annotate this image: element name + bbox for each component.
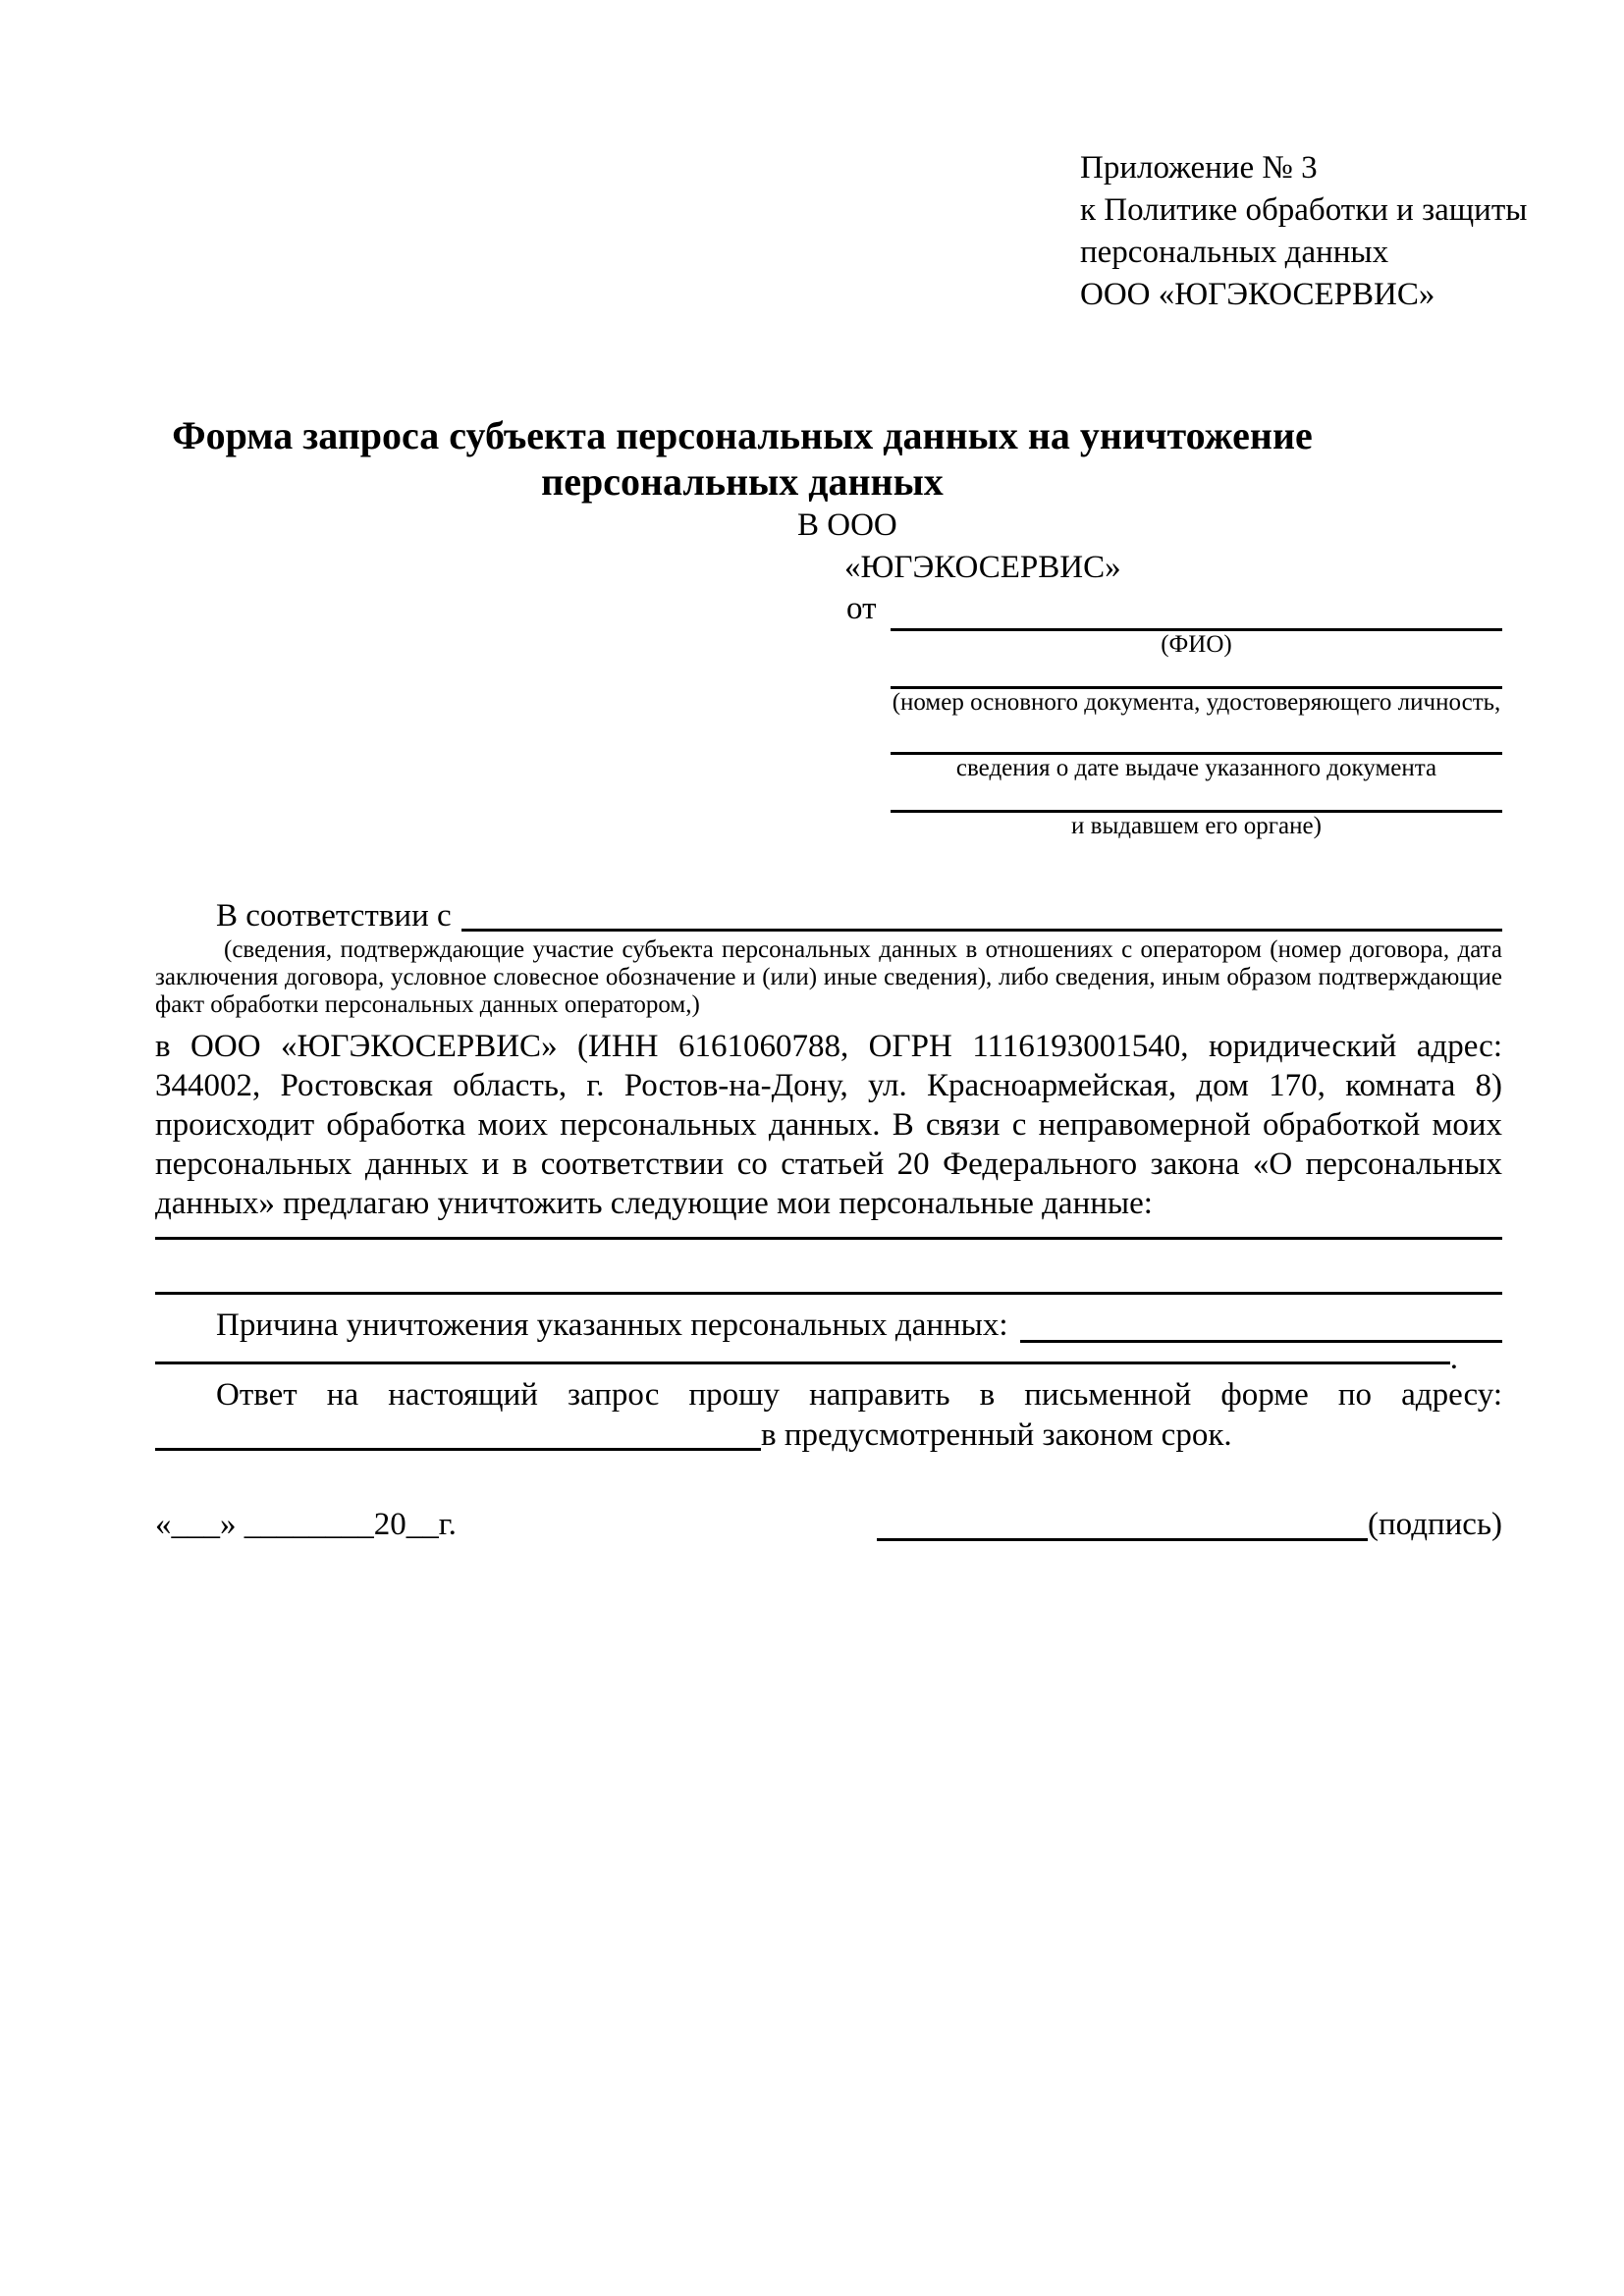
appendix-header (1080, 147, 1528, 316)
doc-number-field-caption: (номер основного документа, удостоверяющего личность, (892, 689, 1501, 716)
accordance-row (155, 895, 1502, 936)
addressee-org-name: «ЮГЭКОСЕРВИС» (844, 550, 1121, 585)
accordance-blank-line (461, 929, 1502, 932)
fio-field-caption: (ФИО) (1161, 631, 1232, 658)
reason-row (155, 1303, 1502, 1348)
reason-continuation-row (155, 1341, 1458, 1376)
accordance-note: (сведения, подтверждающие участие субъекта персональных данных в отношениях с оператором (номер договора, дата заключения договора, условное словесное обозначение и (или) иные сведения), либо сведения, иным образом подтверждающие факт обработки персональных данных оператором,) (155, 936, 1502, 1018)
response-request-tail: в предусмотренный законом срок. (761, 1417, 1232, 1453)
accordance-label: В соответствии с (216, 898, 452, 934)
reason-period: . (1449, 1341, 1458, 1376)
response-address-blank-line (155, 1448, 761, 1451)
signature-group (877, 1503, 1502, 1546)
document-content (155, 147, 1528, 1546)
addressee-org-prefix: В ООО (797, 507, 897, 543)
addressee-fields (891, 628, 1502, 840)
data-blank-line-1 (155, 1223, 1502, 1240)
issue-date-field-caption: сведения о дате выдаче указанного документа (955, 755, 1437, 781)
date-line: «___» ________20__г. (155, 1507, 457, 1542)
signature-caption: (подпись) (1368, 1507, 1502, 1542)
response-tail-row (155, 1415, 1502, 1456)
data-blank-line-2 (155, 1240, 1502, 1295)
document-title (155, 412, 1502, 505)
document-title-line-2: персональных данных (541, 459, 944, 504)
footer-row (155, 1503, 1502, 1546)
appendix-header-line: к Политике обработки и защиты (1080, 192, 1528, 228)
reason-label: Причина уничтожения указанных персональных данных: (216, 1308, 1008, 1343)
appendix-header-line: ООО «ЮГЭКОСЕРВИС» (1080, 277, 1435, 312)
response-request-paragraph: Ответ на настоящий запрос прошу направить в письменной форме по адресу: (216, 1377, 1502, 1413)
signature-blank-line (877, 1538, 1368, 1541)
reason-blank-line (1020, 1340, 1502, 1343)
reason-continuation-blank-line (155, 1362, 1450, 1364)
addressee-block (155, 505, 1502, 840)
main-paragraph: в ООО «ЮГЭКОСЕРВИС» (ИНН 6161060788, ОГРН 1116193001540, юридический адрес: 344002, Ростовская область, г. Ростов-на-Дону, ул. Красноармейская, дом 170, комната 8) происходит обработка моих персональных данных. В связи с неправомерной обработкой моих персональных данных и в соответствии со статьей 20 Федерального закона «О персональных данных» предлагаю уничтожить следующие мои персональные данные: (155, 1029, 1502, 1221)
appendix-header-line: персональных данных (1080, 235, 1389, 270)
appendix-header-line: Приложение № 3 (1080, 150, 1318, 186)
document-title-line-1: Форма запроса субъекта персональных данных на уничтожение (172, 413, 1313, 457)
addressee-from-label: от (846, 591, 877, 626)
issuing-authority-field-caption: и выдавшем его органе) (1071, 813, 1322, 839)
